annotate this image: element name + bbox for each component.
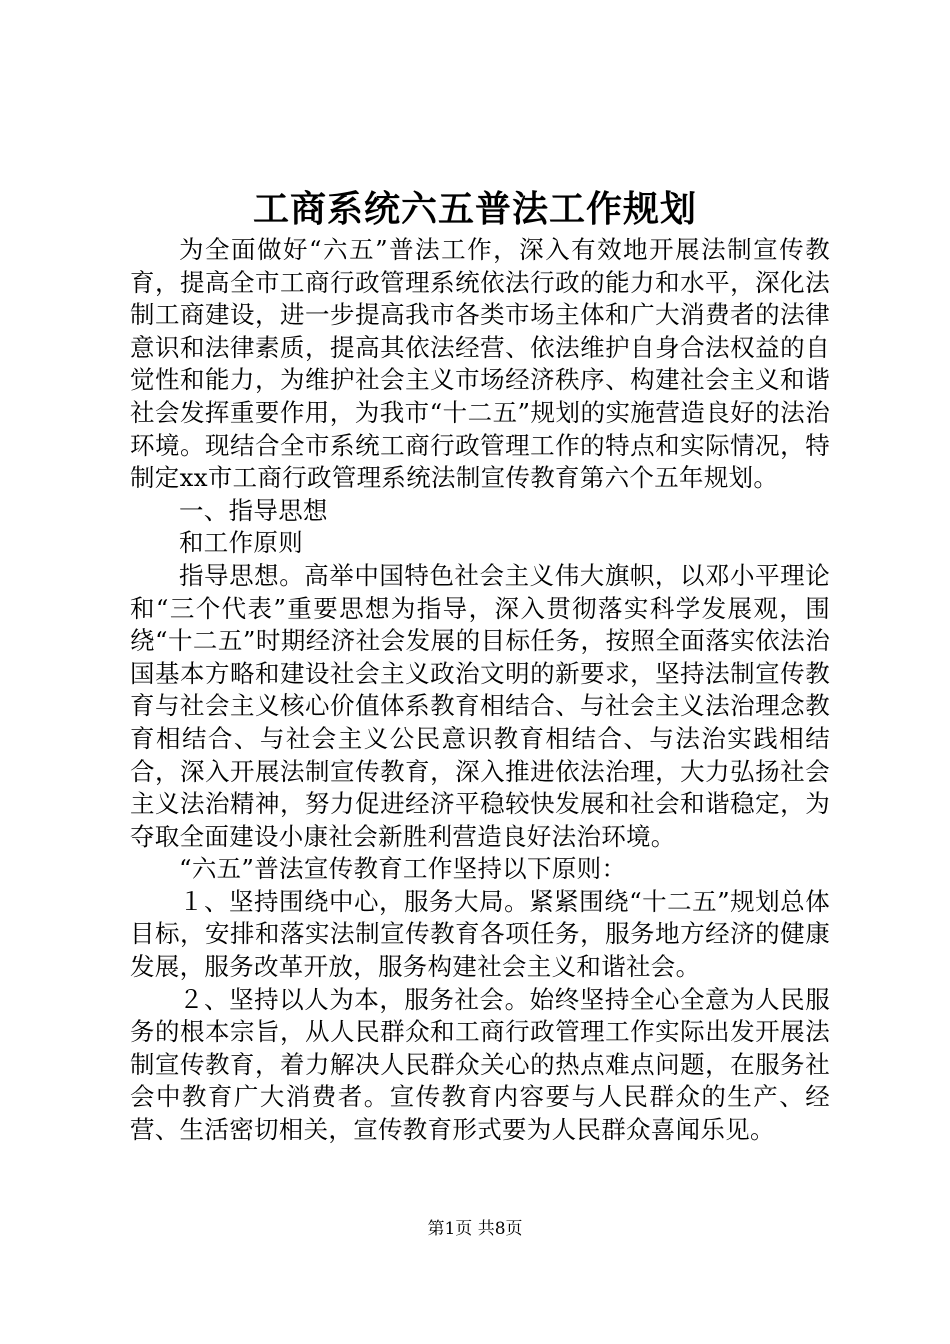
- paragraph-principles-intro: “六五”普法宣传教育工作坚持以下原则：: [179, 854, 627, 884]
- page-indicator: 第1页 共8页: [427, 1219, 523, 1239]
- paragraph-principle-2: ２、坚持以人为本，服务社会。始终坚持全心全意为人民服务的根本宗旨，从人民群众和工商行政管理工作实际出发开展法制宣传教育，着力解决人民群众关心的热点难点问题，在服务社会中教育广大消费者。宣传教育内容要与人民群众的生产、经营、生活密切相关，宣传教育形式要为人民群众喜闻乐见。: [130, 984, 830, 1145]
- document-title: 工商系统六五普法工作规划: [252, 188, 697, 230]
- paragraph-guiding-ideology: 指导思想。高举中国特色社会主义伟大旗帜，以邓小平理论和“三个代表”重要思想为指导，深入贯彻落实科学发展观，围绕“十二五”时期经济社会发展的目标任务，按照全面落实依法治国基本方略和建设社会主义政治文明的新要求，坚持法制宣传教育与社会主义核心价值体系教育相结合、与社会主义法治理念教育相结合、与社会主义公民意识教育相结合、与法治实践相结合，深入开展法制宣传教育，深入推进依法治理，大力弘扬社会主义法治精神，努力促进经济平稳较快发展和社会和谐稳定，为夺取全面建设小康社会新胜利营造良好法治环境。: [130, 560, 830, 851]
- document-body: [130, 234, 830, 1147]
- paragraph-intro: 为全面做好“六五”普法工作，深入有效地开展法制宣传教育，提高全市工商行政管理系统依法行政的能力和水平，深化法制工商建设，进一步提高我市各类市场主体和广大消费者的法律意识和法律素质，提高其依法经营、依法维护自身合法权益的自觉性和能力，为维护社会主义市场经济秩序、构建社会主义和谐社会发挥重要作用，为我市“十二五”规划的实施营造良好的法治环境。现结合全市系统工商行政管理工作的特点和实际情况，特制定xx市工商行政管理系统法制宣传教育第六个五年规划。: [130, 235, 830, 493]
- heading-guiding-ideology: 一、指导思想: [179, 495, 328, 525]
- heading-working-principles: 和工作原则: [179, 528, 303, 558]
- paragraph-principle-1: １、坚持围绕中心，服务大局。紧紧围绕“十二五”规划总体目标，安排和落实法制宣传教育各项任务，服务地方经济的健康发展，服务改革开放，服务构建社会主义和谐社会。: [130, 886, 830, 982]
